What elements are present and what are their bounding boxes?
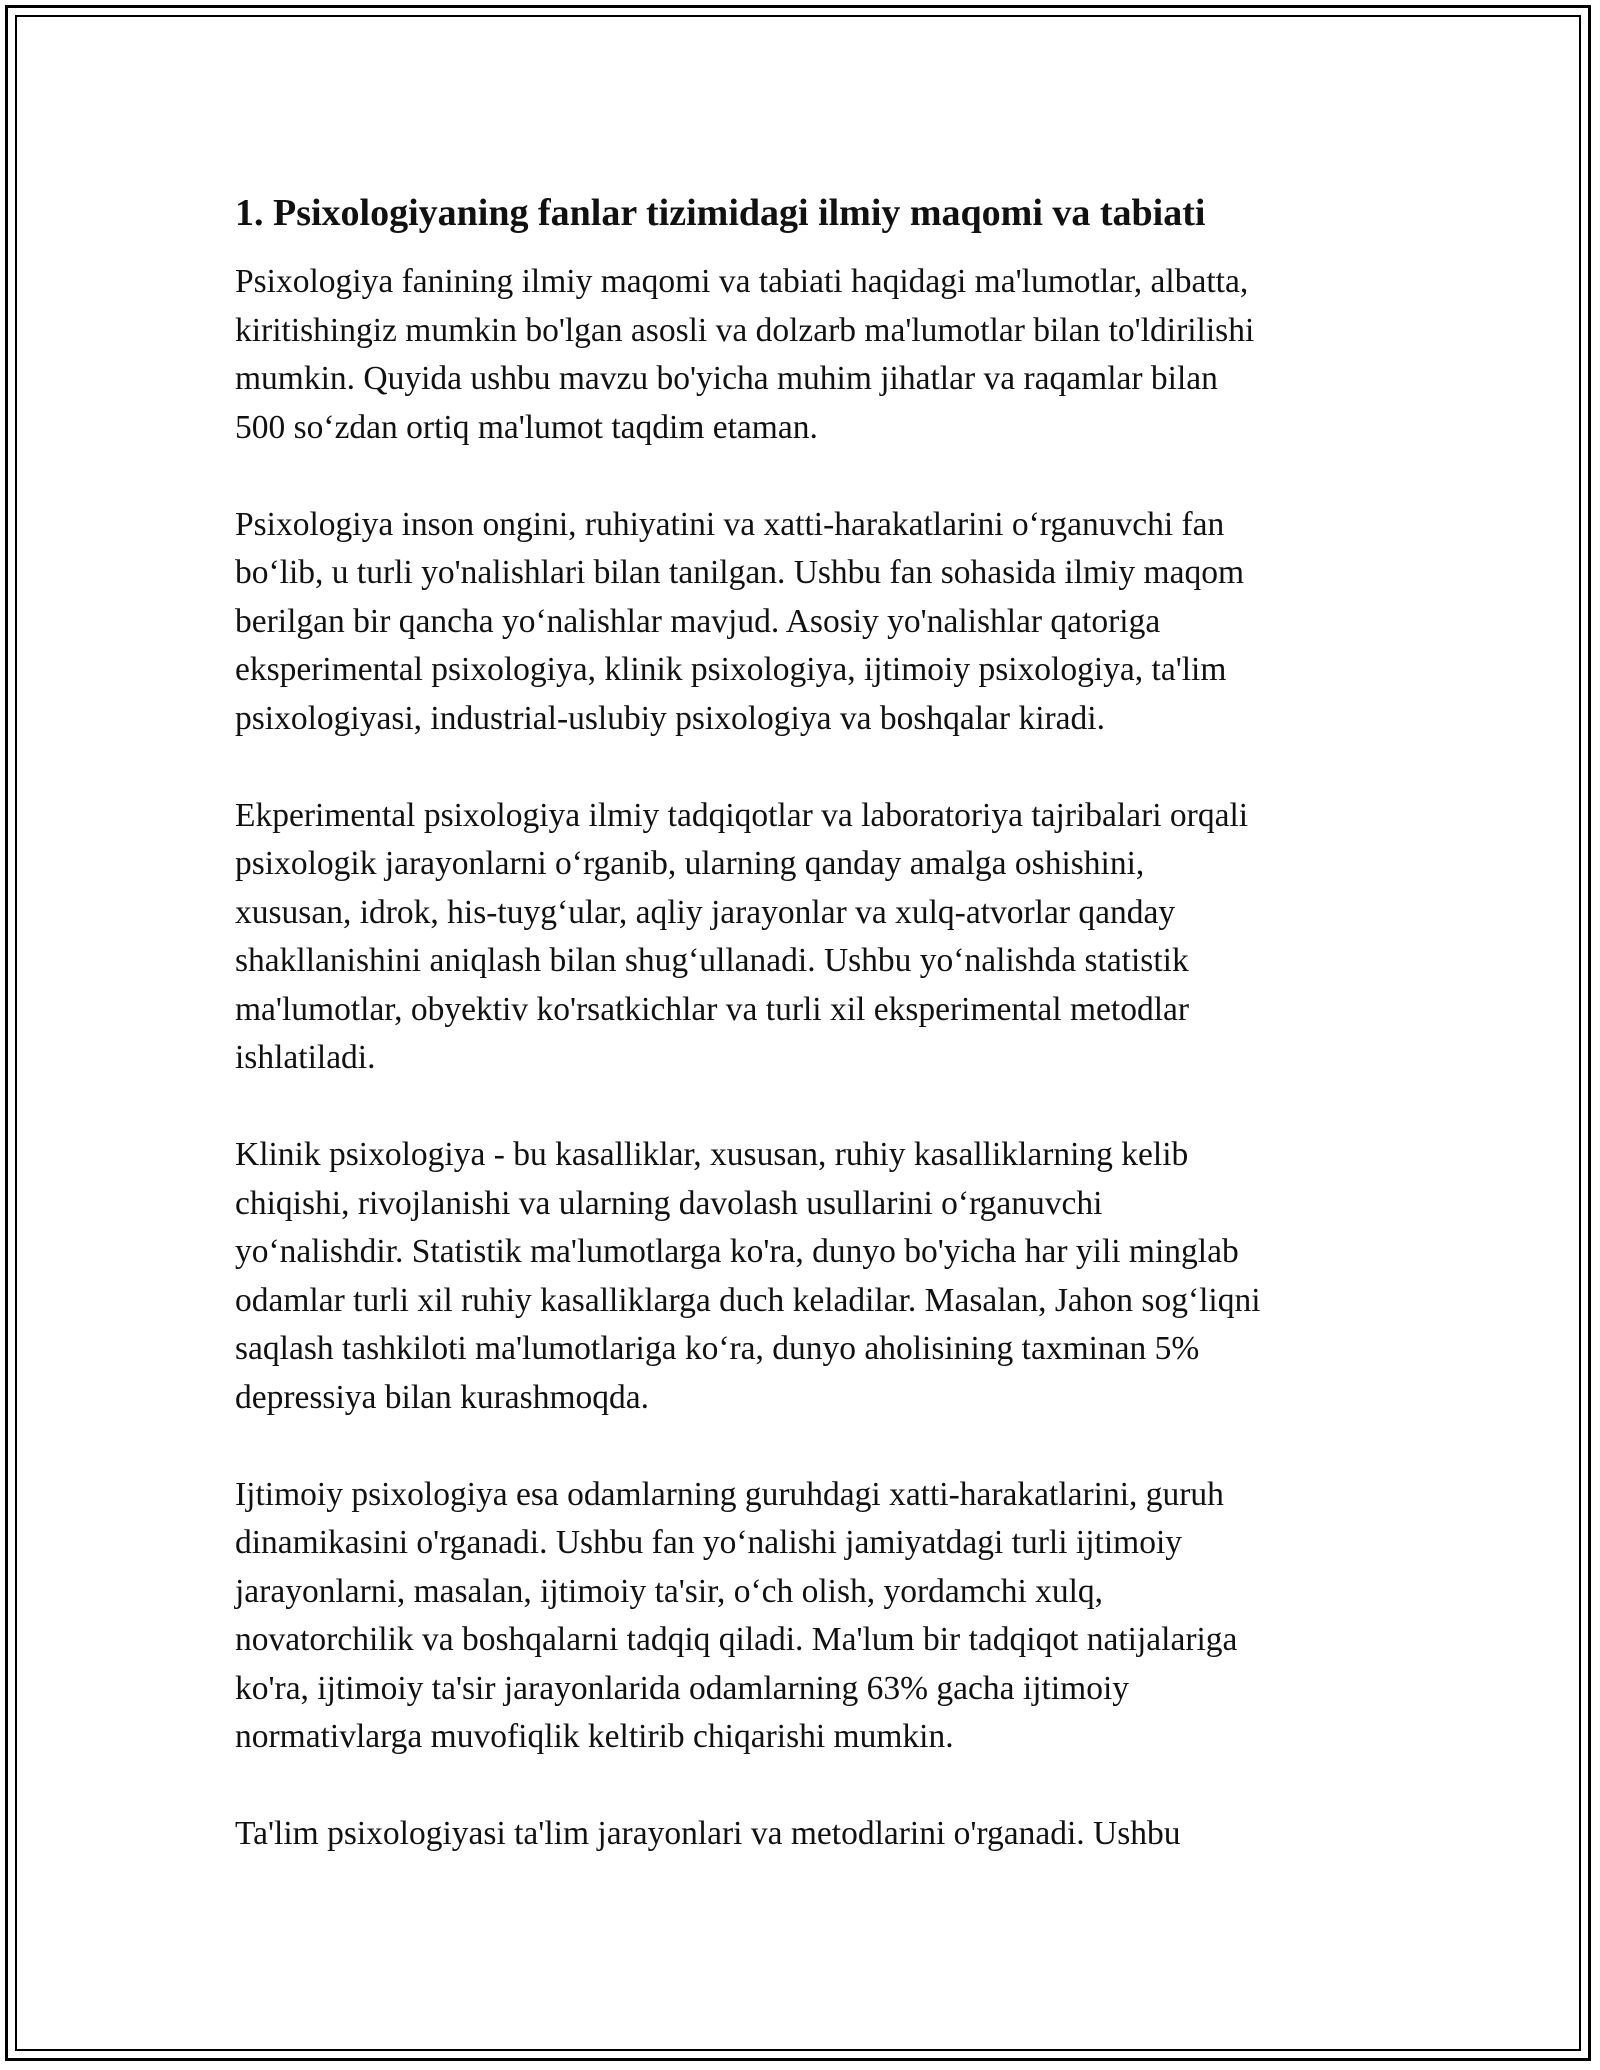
paragraph-line: novatorchilik va boshqalarni tadqiq qiladi. Ma'lum bir tadqiqot natijalariga	[235, 1621, 1238, 1658]
paragraph-line: xususan, idrok, his-tuyg‘ular, aqliy jarayonlar va xulq-atvorlar qanday	[235, 893, 1176, 931]
paragraph-line: chiqishi, rivojlanishi va ularning davolash usullarini o‘rganuvchi	[235, 1184, 1103, 1222]
body-paragraph	[235, 1471, 1365, 1762]
paragraph-line: psixologik jarayonlarni o‘rganib, ularning qanday amalga oshishini,	[235, 845, 1145, 882]
paragraph-line: eksperimental psixologiya, klinik psixologiya, ijtimoiy psixologiya, ta'lim	[235, 651, 1227, 688]
paragraph-line: normativlarga muvofiqlik keltirib chiqarishi mumkin.	[235, 1718, 954, 1755]
paragraph-line: depressiya bilan kurashmoqda.	[235, 1378, 649, 1416]
body-paragraph	[235, 1131, 1365, 1422]
paragraph-line: jarayonlarni, masalan, ijtimoiy ta'sir, o‘ch olish, yordamchi xulq,	[235, 1572, 1104, 1610]
paragraph-line: Ijtimoiy psixologiya esa odamlarning guruhdagi xatti-harakatlarini, guruh	[235, 1475, 1224, 1513]
body-paragraph	[235, 1810, 1365, 1859]
paragraph-line: kiritishingiz mumkin bo'lgan asosli va dolzarb ma'lumotlar bilan to'ldirilishi	[235, 311, 1255, 349]
paragraph-line: odamlar turli xil ruhiy kasalliklarga duch keladilar. Masalan, Jahon sog‘liqni	[235, 1281, 1261, 1319]
paragraph-line: mumkin. Quyida ushbu mavzu bo'yicha muhim jihatlar va raqamlar bilan	[235, 360, 1218, 397]
paragraph-line: Ta'lim psixologiyasi ta'lim jarayonlari va metodlarini o'rganadi. Ushbu	[235, 1815, 1181, 1852]
document-body	[235, 188, 1365, 1907]
paragraph-line: psixologiyasi, industrial-uslubiy psixologiya va boshqalar kiradi.	[235, 699, 1105, 737]
section-heading: 1. Psixologiyaning fanlar tizimidagi ilmiy maqomi va tabiati	[235, 192, 1206, 234]
paragraph-line: Klinik psixologiya - bu kasalliklar, xususan, ruhiy kasalliklarning kelib	[235, 1136, 1189, 1173]
paragraph-line: ma'lumotlar, obyektiv ko'rsatkichlar va turli xil eksperimental metodlar	[235, 990, 1190, 1028]
body-paragraph	[235, 501, 1365, 744]
paragraph-line: Psixologiya inson ongini, ruhiyatini va xatti-harakatlarini o‘rganuvchi fan	[235, 505, 1225, 543]
paragraph-line: 500 so‘zdan ortiq ma'lumot taqdim etaman.	[235, 408, 818, 446]
paragraph-line: bo‘lib, u turli yo'nalishlari bilan tanilgan. Ushbu fan sohasida ilmiy maqom	[235, 554, 1245, 591]
body-paragraph	[235, 258, 1365, 452]
paragraph-line: dinamikasini o'rganadi. Ushbu fan yo‘nalishi jamiyatdagi turli ijtimoiy	[235, 1524, 1182, 1561]
body-paragraph	[235, 792, 1365, 1083]
paragraph-line: shakllanishini aniqlash bilan shug‘ullanadi. Ushbu yo‘nalishda statistik	[235, 942, 1189, 979]
paragraph-line: yo‘nalishdir. Statistik ma'lumotlarga ko'ra, dunyo bo'yicha har yili minglab	[235, 1233, 1239, 1270]
paragraph-line: Psixologiya fanining ilmiy maqomi va tabiati haqidagi ma'lumotlar, albatta,	[235, 263, 1249, 300]
paragraph-line: ko'ra, ijtimoiy ta'sir jarayonlarida odamlarning 63% gacha ijtimoiy	[235, 1669, 1129, 1707]
paragraph-line: saqlash tashkiloti ma'lumotlariga ko‘ra, dunyo aholisining taxminan 5%	[235, 1330, 1200, 1367]
paragraph-line: ishlatiladi.	[235, 1039, 376, 1076]
paragraph-line: Ekperimental psixologiya ilmiy tadqiqotlar va laboratoriya tajribalari orqali	[235, 796, 1249, 834]
paragraph-list	[235, 258, 1365, 1859]
paragraph-line: berilgan bir qancha yo‘nalishlar mavjud. Asosiy yo'nalishlar qatoriga	[235, 602, 1161, 640]
